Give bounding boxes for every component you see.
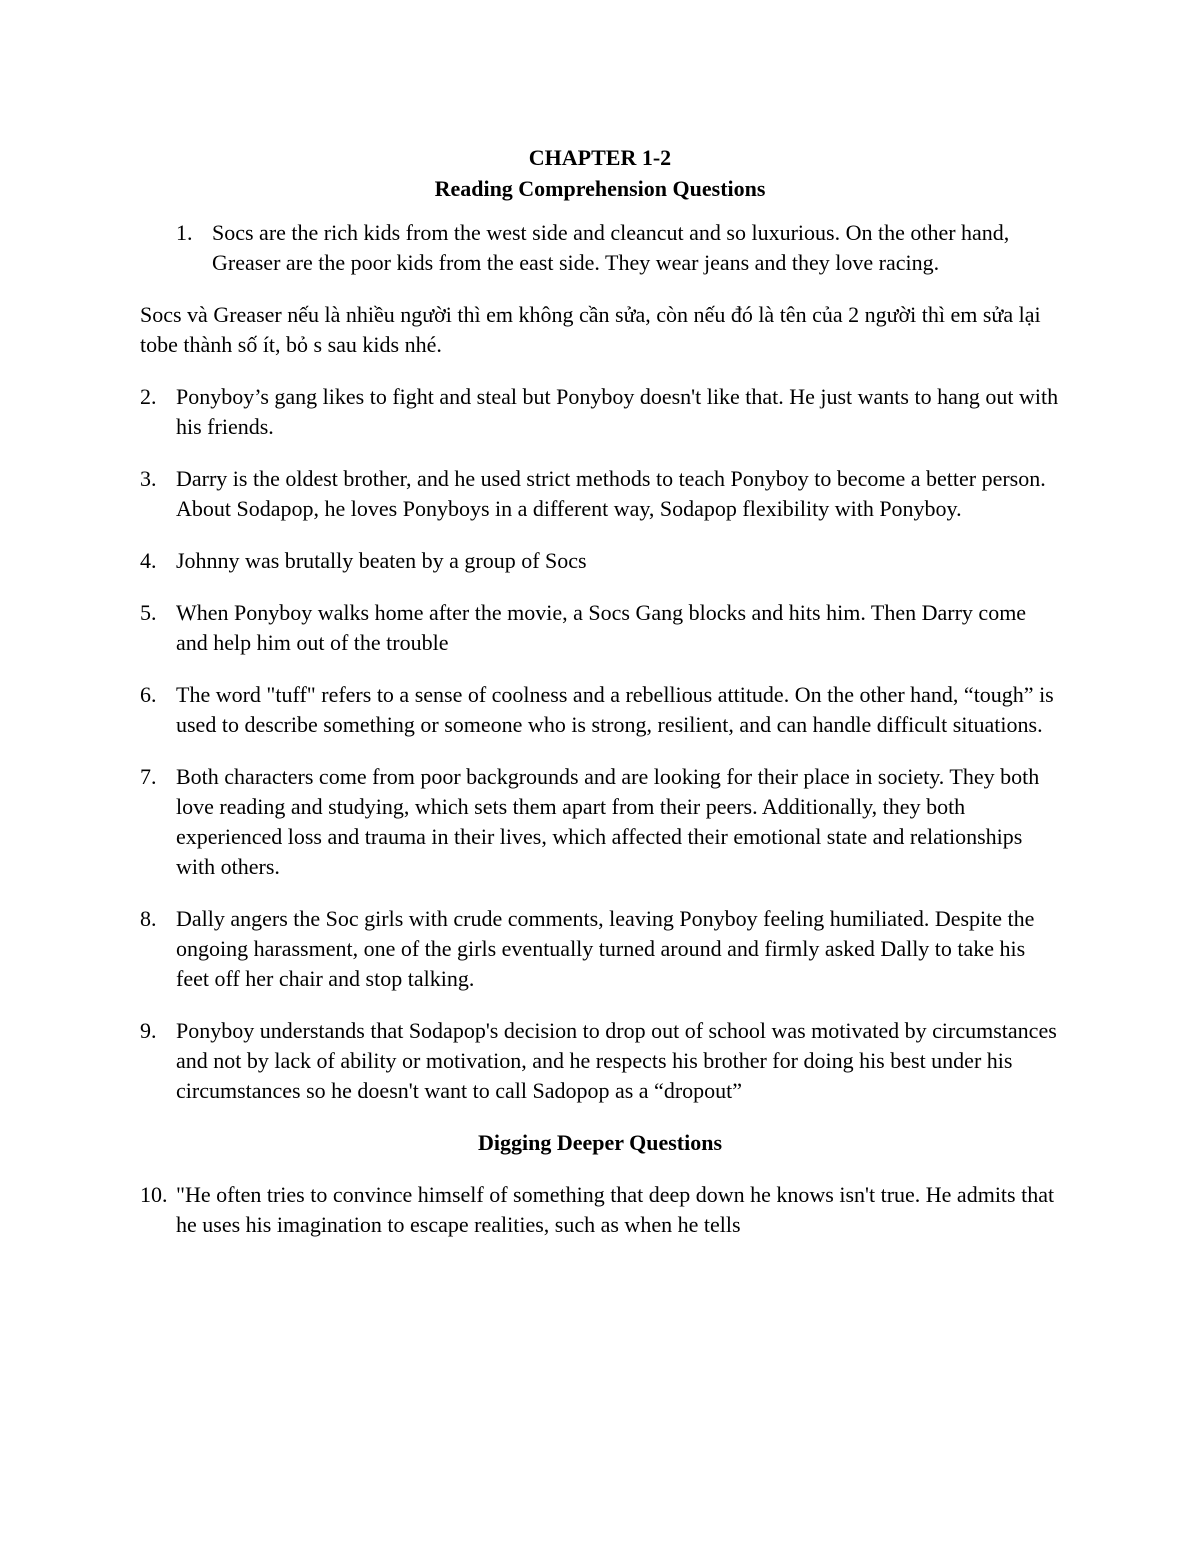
question-answer: Darry is the oldest brother, and he used strict methods to teach Ponyboy to become a better person. About Sodapop, he loves Ponyboys in a different way, Sodapop flexibility with Ponyboy.	[176, 466, 1046, 521]
question-number: 4.	[140, 548, 157, 573]
question-number: 10.	[140, 1182, 168, 1207]
question-item-4	[140, 546, 1060, 576]
question-item-10	[140, 1180, 1060, 1240]
question-number: 6.	[140, 682, 157, 707]
teacher-note: Socs và Greaser nếu là nhiều người thì em không cần sửa, còn nếu đó là tên của 2 người thì em sửa lại tobe thành số ít, bỏ s sau kids nhé.	[140, 302, 1041, 357]
question-answer: Ponyboy’s gang likes to fight and steal but Ponyboy doesn't like that. He just wants to hang out with his friends.	[176, 384, 1059, 439]
question-number: 7.	[140, 764, 157, 789]
question-number: 3.	[140, 466, 157, 491]
chapter-title: CHAPTER 1-2	[528, 145, 672, 170]
question-number: 9.	[140, 1018, 157, 1043]
section-title-reading-comprehension: Reading Comprehension Questions	[434, 176, 766, 201]
question-number: 2.	[140, 384, 157, 409]
question-item-2	[140, 382, 1060, 442]
question-answer: "He often tries to convince himself of something that deep down he knows isn't true. He admits that he uses his imagination to escape realities, such as when he tells	[176, 1182, 1055, 1237]
question-item-3	[140, 464, 1060, 524]
question-item-8	[140, 904, 1060, 994]
question-item-6	[140, 680, 1060, 740]
section-title-digging-deeper: Digging Deeper Questions	[477, 1130, 723, 1155]
question-answer: Both characters come from poor backgrounds and are looking for their place in society. They both love reading and studying, which sets them apart from their peers. Additionally, they both experienced loss and trauma in their lives, which affected their emotional state and relationships with others.	[176, 764, 1040, 879]
question-item-1	[140, 218, 1060, 278]
question-number: 1.	[176, 220, 193, 245]
question-item-5	[140, 598, 1060, 658]
document-content	[140, 140, 1060, 1262]
question-number: 5.	[140, 600, 157, 625]
question-item-7	[140, 762, 1060, 882]
question-number: 8.	[140, 906, 157, 931]
question-answer: When Ponyboy walks home after the movie, a Socs Gang blocks and hits him. Then Darry come and help him out of the trouble	[176, 600, 1027, 655]
question-answer: Dally angers the Soc girls with crude comments, leaving Ponyboy feeling humiliated. Despite the ongoing harassment, one of the girls eventually turned around and firmly asked Dally to take his feet off her chair and stop talking.	[176, 906, 1035, 991]
question-answer: Johnny was brutally beaten by a group of Socs	[176, 548, 587, 573]
question-item-9	[140, 1016, 1060, 1106]
question-answer: Socs are the rich kids from the west side and cleancut and so luxurious. On the other hand, Greaser are the poor kids from the east side. They wear jeans and they love racing.	[212, 220, 1010, 275]
question-answer: Ponyboy understands that Sodapop's decision to drop out of school was motivated by circumstances and not by lack of ability or motivation, and he respects his brother for doing his best under his circumstances so he doesn't want to call Sadopop as a “dropout”	[176, 1018, 1057, 1103]
question-answer: The word "tuff" refers to a sense of coolness and a rebellious attitude. On the other hand, “tough” is used to describe something or someone who is strong, resilient, and can handle difficult situations.	[176, 682, 1054, 737]
